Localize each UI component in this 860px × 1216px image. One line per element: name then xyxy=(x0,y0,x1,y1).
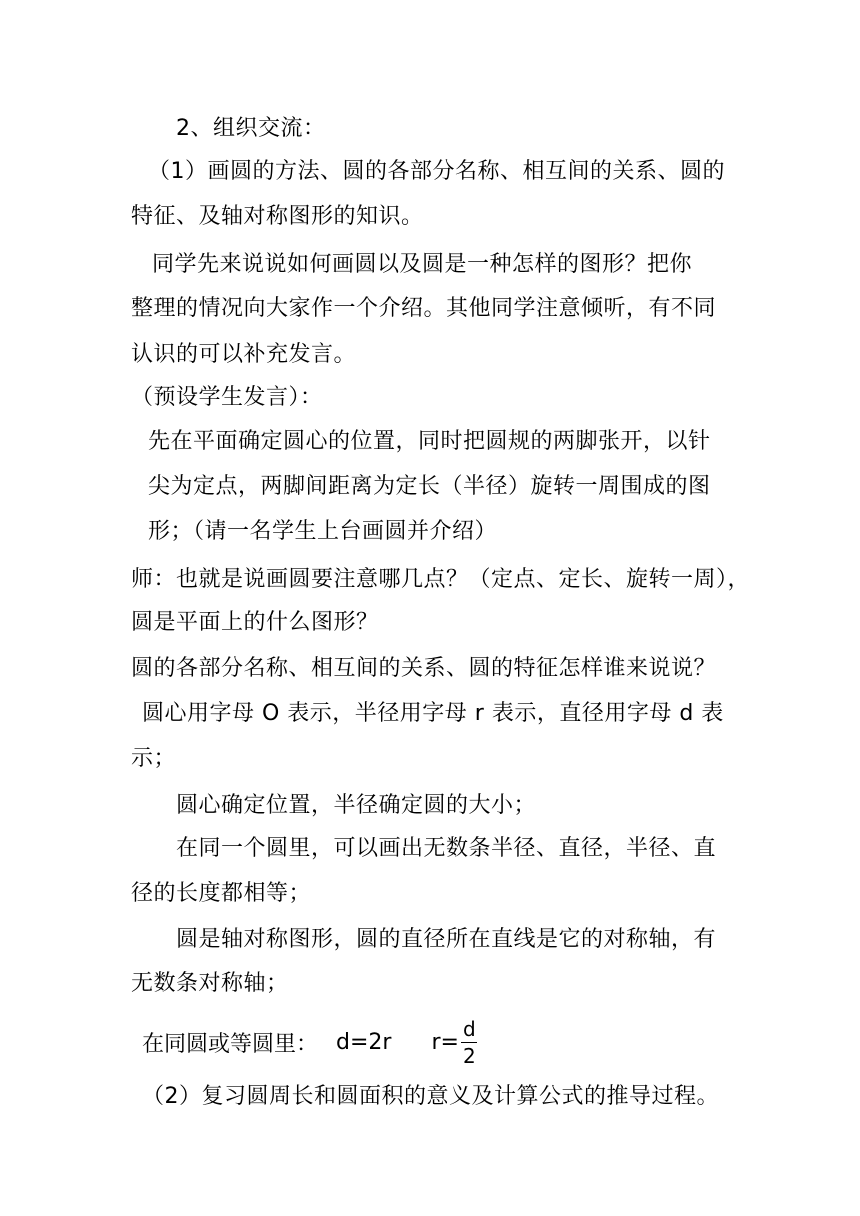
paragraph-line: 无数条对称轴； xyxy=(131,971,289,996)
paragraph-line: （预设学生发言）： xyxy=(131,385,323,410)
paragraph-line: 在同一个圆里，可以画出无数条半径、直径，半径、直 xyxy=(176,836,717,861)
paragraph-line: 特征、及轴对称图形的知识。 xyxy=(131,204,424,229)
paragraph-line: （1）画圆的方法、圆的各部分名称、相互间的关系、圆的 xyxy=(148,159,725,184)
paragraph-line: 示； xyxy=(131,746,177,771)
fraction-denominator: 2 xyxy=(462,1043,476,1068)
paragraph-line: 整理的情况向大家作一个介绍。其他同学注意倾听，有不同 xyxy=(131,296,717,321)
paragraph-line: 圆心用字母 O 表示，半径用字母 r 表示，直径用字母 d 表 xyxy=(142,701,724,726)
paragraph-line: 同学先来说说如何画圆以及圆是一种怎样的图形？把你 xyxy=(152,252,693,277)
formula-label: 在同圆或等圆里： xyxy=(142,1031,319,1057)
paragraph-line-last: （2）复习圆周长和圆面积的意义及计算公式的推导过程。 xyxy=(142,1084,719,1109)
paragraph-line: 尖为定点，两脚间距离为定长（半径）旋转一周围成的图 xyxy=(148,474,711,499)
paragraph-line: 先在平面确定圆心的位置，同时把圆规的两脚张开，以针 xyxy=(148,429,711,454)
paragraph-line: 2、组织交流： xyxy=(176,116,326,141)
paragraph-line: 师：也就是说画圆要注意哪几点？（定点、定长、旋转一周）， xyxy=(131,567,751,592)
formula-radius-left: r= xyxy=(431,1029,459,1055)
paragraph-line: 圆心确定位置，半径确定圆的大小； xyxy=(176,793,537,818)
formula-row xyxy=(142,1012,478,1072)
paragraph-line: 圆是平面上的什么图形？ xyxy=(131,610,379,635)
fraction-numerator: d xyxy=(462,1016,476,1041)
fraction-bar xyxy=(461,1042,477,1043)
paragraph-line: 形；（请一名学生上台画圆并介绍） xyxy=(148,519,498,544)
formula-diameter: d=2r xyxy=(336,1029,392,1055)
paragraph-line: 径的长度都相等； xyxy=(131,881,312,906)
paragraph-line: 圆是轴对称图形，圆的直径所在直线是它的对称轴，有 xyxy=(176,927,717,952)
paragraph-line: 圆的各部分名称、相互间的关系、圆的特征怎样谁来说说？ xyxy=(131,656,717,681)
paragraph-line: 认识的可以补充发言。 xyxy=(131,342,357,367)
fraction xyxy=(461,1018,478,1067)
